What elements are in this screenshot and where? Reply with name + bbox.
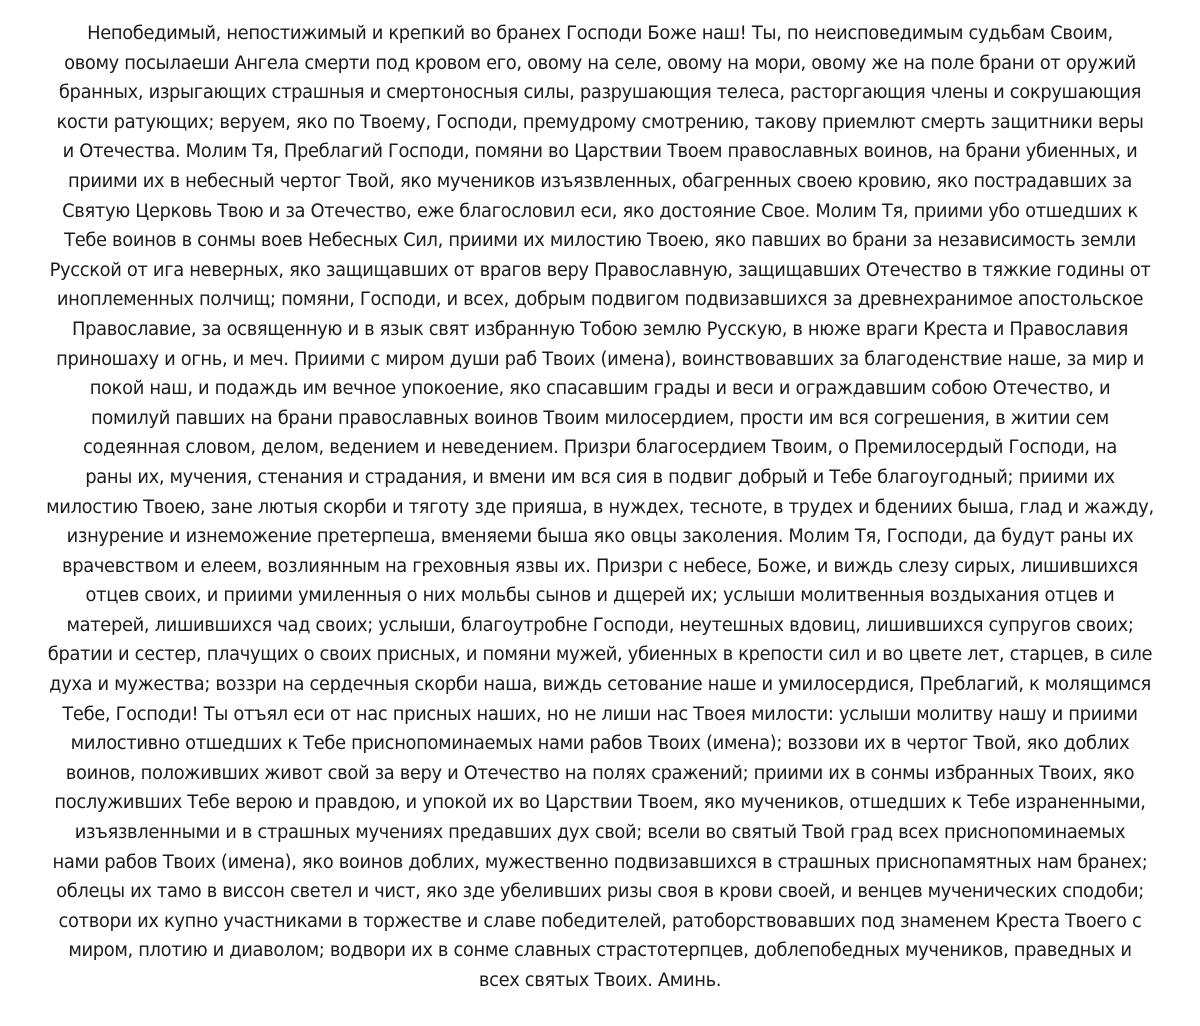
text-line: иноплеменных полчищ; помяни, Господи, и всех, добрым подвигом подвизавшихся за древнехранимое апостольское (56, 289, 1144, 311)
text-line: Святую Церковь Твою и за Отечество, еже благословил еси, яко достояние Свое. Молим Тя, приими убо отшедших к (62, 200, 1138, 222)
text-line: воинов, положивших живот свой за веру и Отечество на полях сражений; приими их в сонмы избранных Твоих, яко (65, 762, 1135, 784)
text-line: нами рабов Твоих (имена), яко воинов доблих, мужественно подвизавшихся в страшных приснопамятных нам бранех; (52, 851, 1148, 873)
text-line: изъязвленными и в страшных мучениях предавших дух свой; всели во святый Твой град всех приснопоминаемых (74, 822, 1126, 844)
text-line: содеянная словом, делом, ведением и неведением. Призри благосердием Твоим, о Премилосердый Господи, на (82, 437, 1118, 459)
text-line: всех святых Твоих. Аминь. (478, 970, 722, 991)
text-line: врачевством и елеем, возлиянным на греховныя язвы их. Призри с небесе, Боже, и виждь слезу сирых, лишившихся (62, 555, 1138, 577)
text-line: миром, плотию и диаволом; водвори их в сонме славных страстотерпцев, доблепобедных мучеников, праведных и (68, 940, 1132, 962)
text-line: кости ратующих; веруем, яко по Твоему, Господи, премудрому смотрению, такову приемлют смерть защитники веры (56, 111, 1144, 133)
text-line: покой наш, и подаждь им вечное упокоение, яко спасавшим грады и веси и ограждавшим собою Отечество, и (89, 378, 1111, 400)
text-line: и Отечества. Молим Тя, Преблагий Господи, помяни во Царствии Твоем православных воинов, на брани убиенных, и (62, 141, 1138, 163)
text-line: изнурение и изнеможение претерпеша, вменяеми быша яко овцы заколения. Молим Тя, Господи, да будут раны их (66, 526, 1134, 548)
text-line: бранных, изрыгающих страшныя и смертоносныя силы, разрушающия телеса, расторгающия члены и сокрушающия (58, 82, 1142, 104)
text-line: братии и сестер, плачущих о своих присных, и помяни мужей, убиенных в крепости сил и во цвете лет, старцев, в силе (47, 644, 1153, 666)
text-line: помилуй павших на брани православных воинов Твоим милосердием, прости им вся согрешения, в житии сем (91, 407, 1109, 429)
text-line: Непобедимый, непостижимый и крепкий во бранех Господи Боже наш! Ты, по неисповедимым судьбам Своим, (87, 23, 1113, 44)
text-line: Тебе, Господи! Ты отъял еси от нас присных наших, но не лиши нас Твоея милости: услыши молитву нашу и приими (62, 703, 1138, 725)
text-line: отцев своих, и приими умиленныя о них мольбы сынов и дщерей их; услыши молитвенныя воздыхания отцев и (85, 585, 1115, 607)
text-line: овому посылаеши Ангела смерти под кровом его, овому на селе, овому на мори, овому же на поле брани от оружий (64, 52, 1136, 74)
text-line: Православие, за освященную и в язык свят избранную Тобою землю Русскую, в нюже враги Креста и Православия (71, 318, 1129, 340)
text-line: раны их, мучения, стенания и страдания, и вмени им вся сия в подвиг добрый и Тебе благоугодный; приими их (85, 466, 1115, 488)
text-line: послуживших Тебе верою и правдою, и упокой их во Царствии Твоем, яко мучеников, отшедших к Тебе израненными, (54, 792, 1146, 814)
text-line: облецы их тамо в виссон светел и чист, яко зде убеливших ризы своя в крови своей, и венцев мученических сподоби; (56, 881, 1144, 903)
text-line: сотвори их купно участниками в торжестве и славе победителей, ратоборствовавших под знаменем Креста Твоего с (58, 910, 1142, 932)
text-line: духа и мужества; воззри на сердечныя скорби наша, виждь сетование наше и умилосердися, Преблагий, к молящимся (49, 674, 1151, 696)
text-line: Тебе воинов в сонмы воев Небесных Сил, приими их милостию Твоею, яко павших во брани за независимость земли (64, 230, 1136, 252)
text-line: Русской от ига неверных, яко защищавших от врагов веру Православную, защищавших Отечество в тяжкие годины от (49, 259, 1151, 281)
text-line: приношаху и огнь, и меч. Приими с миром души раб Твоих (имена), воинствовавших за благоденствие наше, за мир и (56, 348, 1144, 370)
prayer-text (0, 19, 1200, 996)
text-line: милостивно отшедших к Тебе приснопоминаемых нами рабов Твоих (имена); воззови их в чертог Твой, яко доблих (70, 733, 1130, 755)
text-line: милостию Твоею, зане лютыя скорби и тяготу зде прияша, в нуждех, тесноте, в трудех и бдениих быша, глад и жажду, (46, 496, 1154, 518)
text-line: матерей, лишившихся чад своих; услыши, благоутробне Господи, неутешных вдовиц, лишившихся супругов своих; (66, 614, 1134, 636)
text-line: приими их в небесный чертог Твой, яко мучеников изъязвленных, обагренных своею кровию, яко пострадавших за (68, 170, 1132, 192)
